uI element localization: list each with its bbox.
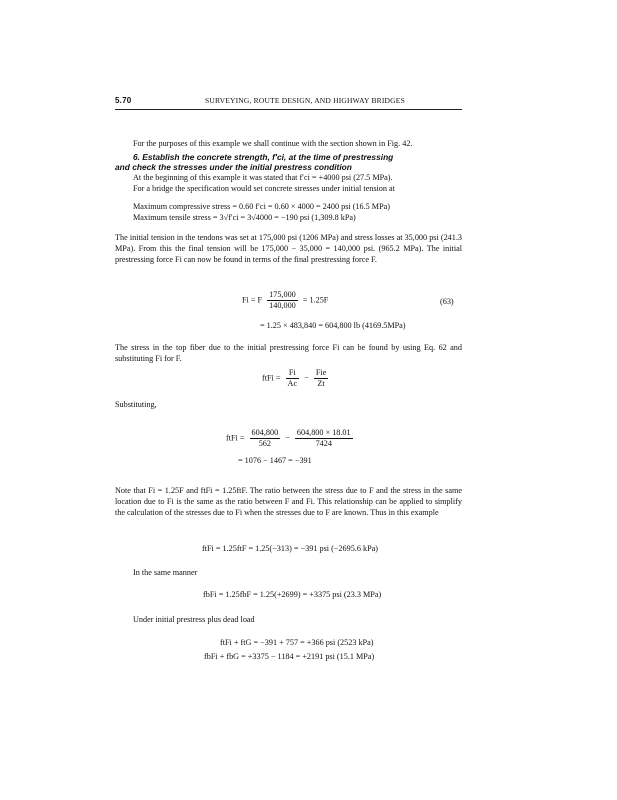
eq-sub-frac2 <box>295 428 353 449</box>
eq-sub-line2: = 1076 − 1467 = −391 <box>238 456 312 465</box>
step6-line1: At the beginning of this example it was stated that f′ci = +4000 psi (27.5 MPa). <box>133 173 393 182</box>
step6-heading-line1: 6. Establish the concrete strength, f′ci, at the time of prestressing <box>133 152 394 162</box>
eq-general-den1: Ac <box>287 379 298 388</box>
eq-sub-lhs: ftFi = <box>226 433 245 443</box>
eq-sub-den1: 562 <box>258 439 271 448</box>
eq-general-num1: Fi <box>286 368 300 379</box>
para-top-fiber: The stress in the top fiber due to the initial prestressing force Fi can be found by using Eq. 62 and substituting Fi for F. <box>115 343 462 363</box>
eq-general-den2: Zt <box>317 379 325 388</box>
eq-sub-den2: 7424 <box>315 439 332 448</box>
eq63-numerator: 175,000 <box>269 290 296 299</box>
max-tensile-stress: Maximum tensile stress = 3√f′ci = 3√4000 = −190 psi (1,309.8 kPa) <box>133 213 356 222</box>
equation-63 <box>242 290 328 311</box>
eq-sub-frac1 <box>250 428 281 449</box>
substituting-label: Substituting, <box>115 400 157 409</box>
step6-line2: For a bridge the specification would set concrete stresses under initial tension at <box>133 184 395 193</box>
para-tendon-tension: The initial tension in the tendons was set at 175,000 psi (1206 MPa) and stress losses at 35,000 psi (241.3 MPa). From this the final tension will be 175,000 − 35,000 = 140,000 psi. (965.2 MPa). The initial prestressing force Fi can now be found in terms of the final prestressing force F. <box>115 233 462 264</box>
header-rule <box>115 109 462 110</box>
eq63-fraction <box>267 290 298 311</box>
eq-general-frac2 <box>314 368 328 389</box>
eq-sub-minus: − <box>285 433 290 443</box>
eq-general-lhs: ftFi = <box>262 373 281 383</box>
equation-dead-load-bottom: fbFi + fbG = +3375 − 1184 = +2191 psi (15.1 MPa) <box>204 652 375 661</box>
equation-substituted <box>226 428 356 449</box>
step6-heading-line2: and check the stresses under the initial prestress condition <box>115 162 352 172</box>
eq63-denominator: 140,000 <box>269 301 296 310</box>
intro-text: For the purposes of this example we shall continue with the section shown in Fig. 42. <box>133 139 413 148</box>
eq-general-frac1 <box>286 368 300 389</box>
equation-dead-load-top: ftFi + ftG = −391 + 757 = +366 psi (2523 kPa) <box>220 638 374 647</box>
eq-sub-num2: 604,800 × 18.01 <box>296 428 351 437</box>
equation-top-stress: ftFi = 1.25ftF = 1.25(−313) = −391 psi (−2695.6 kPa) <box>202 544 378 553</box>
max-compressive-stress: Maximum compressive stress = 0.60 f′ci = 0.60 × 4000 = 2400 psi (16.5 MPa) <box>133 202 390 211</box>
running-title: SURVEYING, ROUTE DESIGN, AND HIGHWAY BRIDGES <box>205 96 405 105</box>
para-stress-ratio: Note that Fi = 1.25F and ftFi = 1.25ftF. The ratio between the stress due to F and the stress in the same location due to Fi is the same as the ratio between F and Fi. This relationship can be applied to simplify the calculation of the stresses due to Fi when the stresses due to F are known. Thus in this example <box>115 486 462 517</box>
eq63-lhs: Fi = F <box>242 295 263 305</box>
eq-general-minus: − <box>304 373 309 383</box>
eq-sub-num1: 604,800 <box>251 428 279 437</box>
equation-top-fiber-general <box>262 368 331 389</box>
eq63-rhs: = 1.25F <box>302 295 329 305</box>
dead-load-intro: Under initial prestress plus dead load <box>133 615 255 624</box>
same-manner-label: In the same manner <box>133 568 198 577</box>
eq63-line2: = 1.25 × 483,840 = 604,800 lb (4169.5MPa) <box>260 321 406 330</box>
equation-bottom-stress: fbFi = 1.25fbF = 1.25(+2699) = +3375 psi (23.3 MPa) <box>203 590 382 599</box>
equation-number-63: (63) <box>440 297 454 306</box>
page-number: 5.70 <box>115 96 132 105</box>
eq-general-num2: Fie <box>315 368 327 377</box>
